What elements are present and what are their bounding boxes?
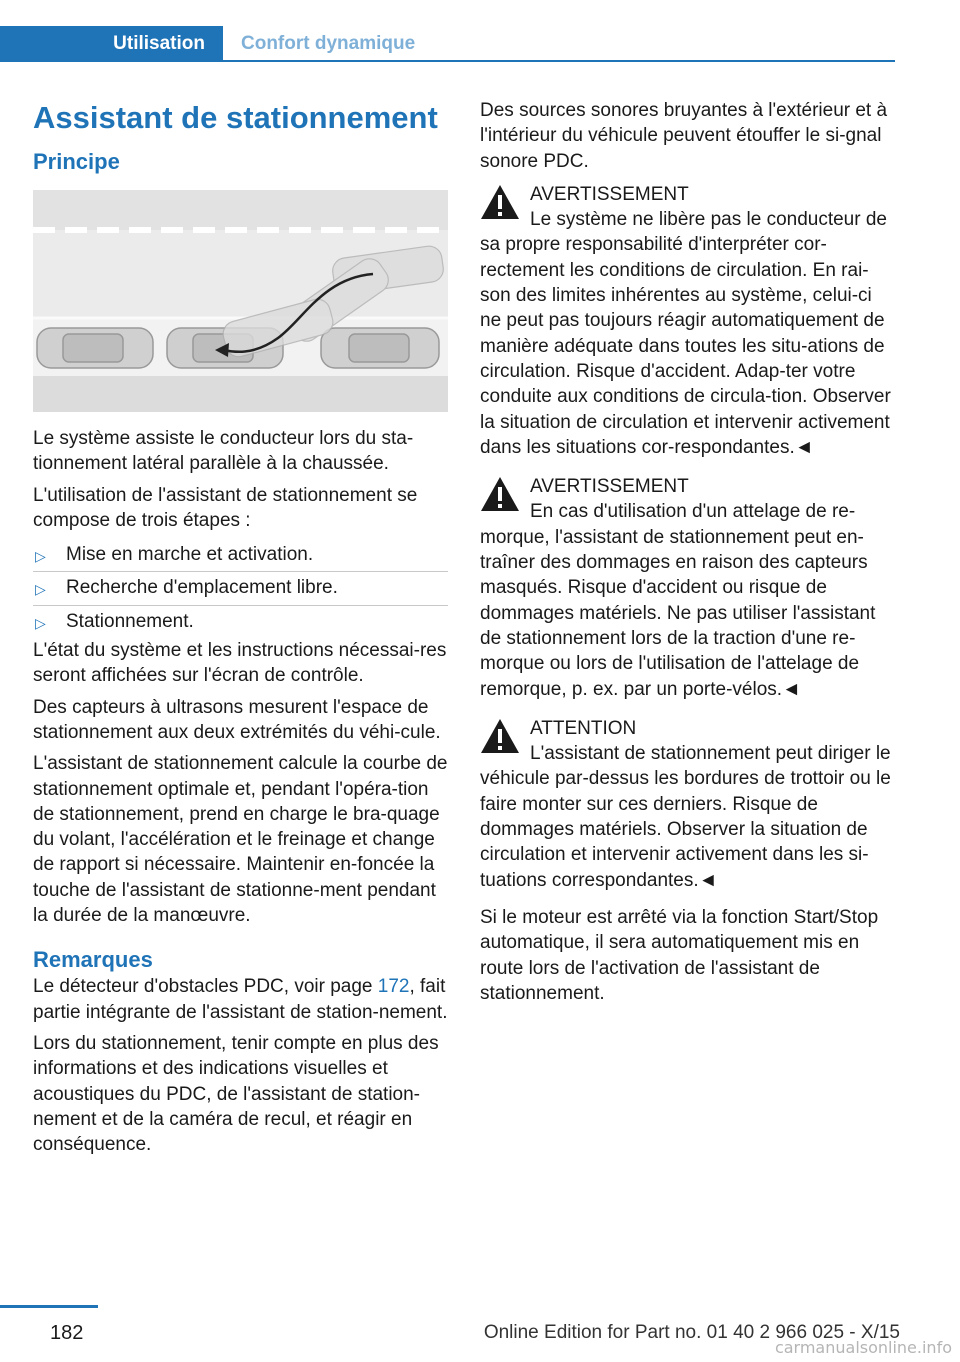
- para-start-stop: Si le moteur est arrêté via la fonction Start/Stop automatique, il sera automatiquement mis en route lors de l'activation de l'assistant de stationnement.: [480, 906, 879, 1004]
- steps-list: [33, 539, 448, 638]
- para-principe-3: L'état du système et les instructions nécessai-res seront affichées sur l'écran de contrôle.: [33, 640, 447, 687]
- triangle-bullet-icon: ▷: [35, 548, 46, 565]
- warning-text: En cas d'utilisation d'un attelage de re-morque, l'assistant de stationnement peut en-traîner des dommages en raison des capteurs masqués. Risque d'accident ou risque de dommages matériels. Ne pas utiliser l'assistant de stationnement lors de la traction d'une re-morque ou lors de l'utilisation de l'attelage de remorque, p. ex. par un porte-vélos.◄: [480, 501, 876, 700]
- tab-utilisation[interactable]: Utilisation: [0, 26, 223, 62]
- list-item: ▷ Stationnement.: [33, 606, 448, 638]
- caution-title: ATTENTION: [530, 717, 637, 739]
- watermark: carmanualsonline.info: [774, 1338, 952, 1357]
- warning-text: Le système ne libère pas le conducteur de sa propre responsabilité d'interpréter cor-rectement les conditions de circulation. En rai-son des limites inhérentes au système, celui-ci ne peut pas toujours réagir automatiquement de manière adéquate dans toutes les situ-ations de circulation. Risque d'accident. Adap-ter votre conduite aux conditions de circula-tion. Observer la situation de circulation et intervenir activement dans les situations cor-respondantes.◄: [480, 209, 891, 458]
- right-column: [480, 98, 895, 1012]
- para-principe-2: L'utilisation de l'assistant de stationnement se compose de trois étapes :: [33, 484, 418, 531]
- warning-title: AVERTISSEMENT: [530, 476, 689, 498]
- list-item: ▷ Mise en marche et activation.: [33, 539, 448, 572]
- para-remarks-1: Le détecteur d'obstacles PDC, voir page 172, fait partie intégrante de l'assistant de station-nement.: [33, 976, 448, 1023]
- parking-illustration: [33, 190, 448, 412]
- header-rule: [0, 60, 895, 62]
- para-principe-5: L'assistant de stationnement calcule la courbe de stationnement optimale et, pendant l'opéra-tion de stationnement, prend en charge le bra-quage du volant, l'accélération et le freinage et change de rapport si nécessaire. Maintenir en-foncée la touche de l'assistant de stationne-ment pendant la durée de la manœuvre.: [33, 753, 448, 927]
- page-link-172[interactable]: 172: [377, 976, 410, 998]
- triangle-bullet-icon: ▷: [35, 614, 46, 631]
- page-title: Assistant de stationnement: [33, 100, 438, 135]
- warning-triangle-icon: [480, 184, 520, 220]
- para-principe-1: Le système assiste le conducteur lors du sta-tionnement latéral parallèle à la chaussée.: [33, 428, 414, 475]
- triangle-bullet-icon: ▷: [35, 581, 46, 598]
- warning-triangle-icon: [480, 718, 520, 754]
- parked-car-left: [37, 328, 153, 368]
- warning-triangle-icon: [480, 476, 520, 512]
- section-subtitle: Principe: [33, 149, 120, 174]
- caution-text: L'assistant de stationnement peut diriger le véhicule par-dessus les bordures de trottoir ou le faire monter sur ces derniers. Risque de dommages matériels. Observer la situation de circulation et intervenir activement dans les si-tuations correspondantes.◄: [480, 743, 891, 891]
- parked-car-right: [321, 328, 439, 368]
- warning-block: [480, 474, 895, 702]
- page-number: 182: [50, 1322, 84, 1344]
- edition-info: Online Edition for Part no. 01 40 2 966 025 - X/15: [483, 1322, 900, 1343]
- para-noise: Des sources sonores bruyantes à l'extérieur et à l'intérieur du véhicule peuvent étouffer le si-gnal sonore PDC.: [480, 100, 888, 172]
- warning-block: [480, 182, 895, 460]
- para-remarks-2: Lors du stationnement, tenir compte en plus des informations et des indications visuelles et acoustiques du PDC, de l'assistant de station-nement et de la caméra de recul, et réagir en conséquence.: [33, 1032, 439, 1156]
- list-item: ▷ Recherche d'emplacement libre.: [33, 572, 448, 605]
- para-principe-4: Des capteurs à ultrasons mesurent l'espace de stationnement aux deux extrémités du véhi-cule.: [33, 696, 441, 743]
- footer-rule: [0, 1305, 98, 1308]
- caution-block: [480, 716, 895, 893]
- tab-confort-dynamique[interactable]: Confort dynamique: [241, 33, 416, 54]
- warning-title: AVERTISSEMENT: [530, 183, 689, 205]
- remarks-heading: Remarques: [33, 947, 153, 973]
- left-column: [33, 98, 448, 1163]
